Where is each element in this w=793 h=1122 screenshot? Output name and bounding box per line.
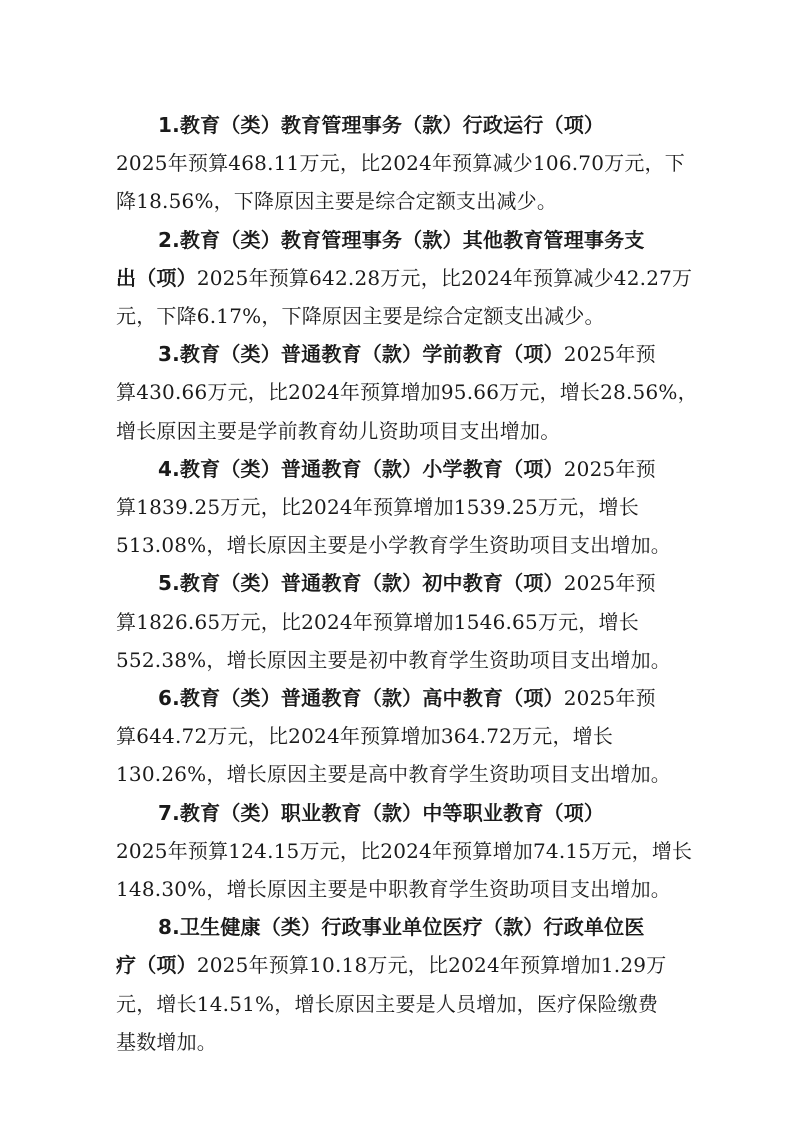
paragraph-line [116, 679, 676, 717]
item-text: 2025年预算10.18万元，比2024年预算增加1.29万 [196, 953, 667, 978]
paragraph-line [116, 106, 676, 144]
item-text: 148.30%，增长原因主要是中职教育学生资助项目支出增加。 [116, 877, 671, 902]
paragraph-line [116, 908, 676, 946]
item-text: 算1826.65万元，比2024年预算增加1546.65万元，增长 [116, 609, 639, 634]
paragraph-line [116, 412, 676, 450]
item-text: 算644.72万元，比2024年预算增加364.72万元，增长 [116, 724, 614, 749]
paragraph-line [116, 259, 693, 297]
paragraph-line [116, 641, 676, 679]
item-text: 2025年预算642.28万元，比2024年预算减少42.27万 [196, 265, 693, 290]
budget-item-paragraph [116, 564, 676, 679]
paragraph-line [116, 297, 676, 335]
item-text: 2025年预 [563, 342, 656, 367]
paragraph-line [116, 488, 676, 526]
item-heading: 疗（项） [116, 953, 197, 978]
paragraph-line [116, 1023, 676, 1061]
item-heading: 5.教育（类）普通教育（款）初中教育（项） [158, 571, 564, 596]
item-text: 基数增加。 [116, 1029, 217, 1054]
paragraph-line [116, 717, 676, 755]
budget-item-paragraph [116, 794, 693, 909]
item-text: 2025年预 [563, 456, 656, 481]
budget-item-paragraph [116, 679, 676, 794]
item-heading: 7.教育（类）职业教育（款）中等职业教育（项） [158, 800, 605, 825]
item-text: 元，增长14.51%，增长原因主要是人员增加，医疗保险缴费 [116, 991, 659, 1016]
paragraph-line [116, 870, 676, 908]
item-text: 算1839.25万元，比2024年预算增加1539.25万元，增长 [116, 495, 639, 520]
item-text: 513.08%，增长原因主要是小学教育学生资助项目支出增加。 [116, 533, 671, 558]
paragraph-line [116, 985, 676, 1023]
item-text: 2025年预 [563, 686, 656, 711]
item-text: 130.26%，增长原因主要是高中教育学生资助项目支出增加。 [116, 762, 671, 787]
paragraph-line [116, 335, 676, 373]
item-heading: 2.教育（类）教育管理事务（款）其他教育管理事务支 [158, 227, 645, 252]
item-heading: 8.卫生健康（类）行政事业单位医疗（款）行政单位医 [158, 915, 645, 940]
paragraph-line [116, 221, 676, 259]
item-text: 降18.56%，下降原因主要是综合定额支出减少。 [116, 189, 558, 214]
paragraph-line [116, 603, 676, 641]
item-heading: 1.教育（类）教育管理事务（款）行政运行（项） [158, 113, 605, 137]
budget-item-paragraph [116, 106, 685, 221]
budget-item-paragraph [116, 221, 693, 336]
paragraph-line [116, 755, 676, 793]
document-page [116, 106, 698, 1061]
item-heading: 出（项） [116, 265, 197, 290]
item-heading: 3.教育（类）普通教育（款）学前教育（项） [158, 342, 564, 367]
paragraph-line [116, 526, 676, 564]
item-text: 2025年预算468.11万元，比2024年预算减少106.70万元，下 [116, 151, 685, 176]
paragraph-line [116, 946, 676, 984]
paragraph-line [116, 182, 676, 220]
budget-item-paragraph [116, 450, 676, 565]
item-text: 552.38%，增长原因主要是初中教育学生资助项目支出增加。 [116, 647, 671, 672]
paragraph-line [116, 832, 693, 870]
paragraph-line [116, 144, 685, 182]
paragraph-line [116, 564, 676, 602]
paragraph-line [116, 450, 676, 488]
item-text: 元，下降6.17%，下降原因主要是综合定额支出减少。 [116, 304, 605, 329]
item-text: 2025年预 [563, 571, 656, 596]
paragraph-line [116, 794, 676, 832]
item-heading: 4.教育（类）普通教育（款）小学教育（项） [158, 456, 564, 481]
budget-item-paragraph [116, 908, 676, 1061]
budget-item-paragraph [116, 335, 698, 450]
item-heading: 6.教育（类）普通教育（款）高中教育（项） [158, 686, 564, 711]
paragraph-line [116, 373, 698, 411]
item-text: 算430.66万元，比2024年预算增加95.66万元，增长28.56%， [116, 380, 698, 405]
item-text: 2025年预算124.15万元，比2024年预算增加74.15万元，增长 [116, 838, 693, 863]
item-text: 增长原因主要是学前教育幼儿资助项目支出增加。 [116, 418, 561, 443]
